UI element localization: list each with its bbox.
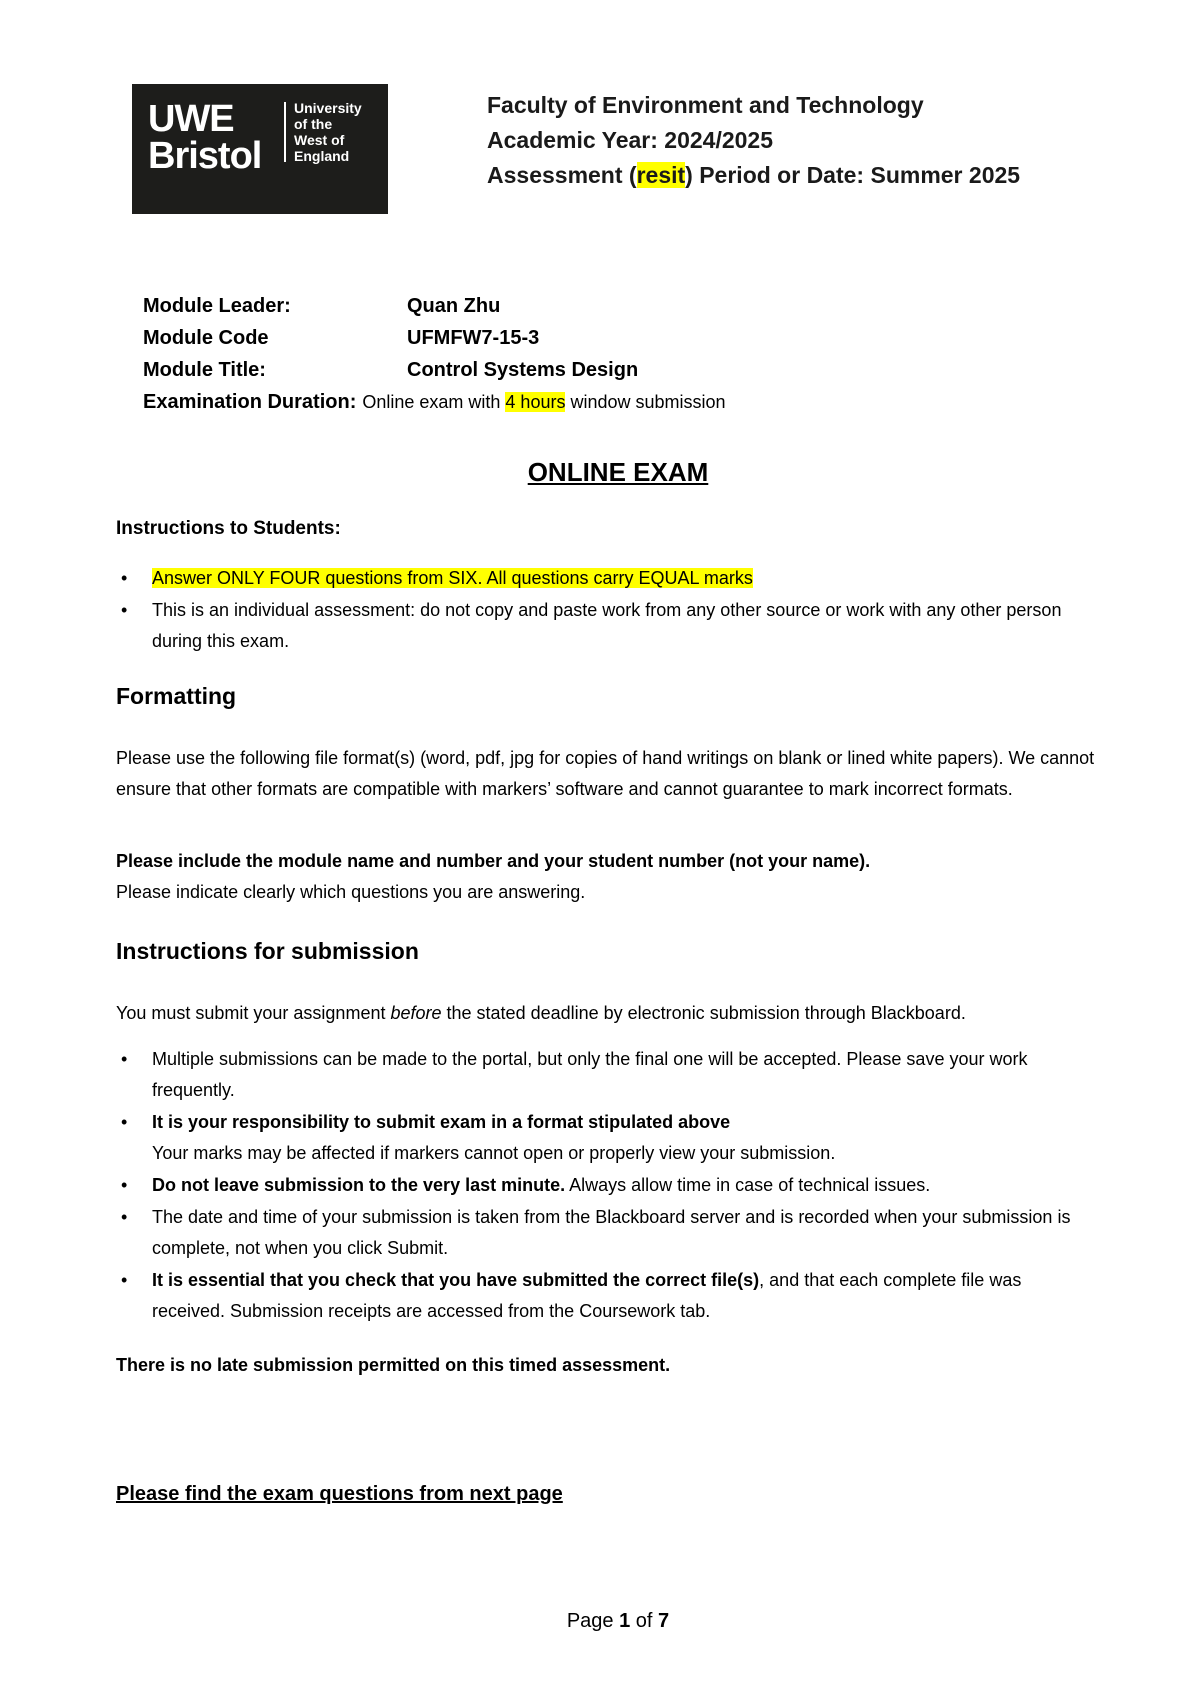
faculty-name: Faculty of Environment and Technology bbox=[487, 92, 924, 118]
formatting-bold-note: Please include the module name and number and your student number (not your name). bbox=[116, 851, 871, 871]
logo-sub-line: of the bbox=[294, 116, 333, 132]
formatting-heading: Formatting bbox=[116, 683, 237, 709]
logo-divider bbox=[284, 102, 286, 162]
logo-bristol-text: Bristol bbox=[148, 135, 262, 177]
module-title-label: Module Title: bbox=[143, 359, 266, 381]
module-leader-row bbox=[143, 290, 726, 322]
formatting-note: Please indicate clearly which questions you are answering. bbox=[116, 882, 586, 902]
submission-intro bbox=[116, 998, 1096, 1029]
intro-pre: You must submit your assignment bbox=[116, 1003, 391, 1023]
submission-list bbox=[116, 1044, 1076, 1328]
duration-pre: Online exam with bbox=[362, 392, 506, 412]
logo-sub-line: England bbox=[294, 148, 350, 164]
module-code-label: Module Code bbox=[143, 327, 269, 349]
instruction-item: • This is an individual assessment: do not copy and paste work from any other source or work with any other person during this exam. bbox=[116, 595, 1096, 657]
logo-uwe-text: UWE bbox=[148, 98, 234, 140]
duration-post: window submission bbox=[565, 392, 726, 412]
intro-em: before bbox=[390, 1003, 442, 1023]
formatting-notes bbox=[116, 846, 1096, 908]
module-title-value: Control Systems Design bbox=[407, 359, 639, 381]
submission-rest: Always allow time in case of technical issues. bbox=[565, 1175, 931, 1195]
module-title-row bbox=[143, 354, 726, 386]
instruction-item bbox=[116, 563, 1096, 594]
assessment-pre: Assessment ( bbox=[487, 162, 637, 188]
next-page-note: Please find the exam questions from next page bbox=[116, 1483, 563, 1505]
instructions-list bbox=[116, 563, 1096, 658]
module-code-row bbox=[143, 322, 726, 354]
exam-title: ONLINE EXAM bbox=[527, 457, 709, 487]
document-header bbox=[487, 88, 1020, 193]
logo-sub-line: University bbox=[294, 100, 362, 116]
exam-duration-label: Examination Duration: bbox=[143, 391, 357, 413]
intro-post: the stated deadline by electronic submission through Blackboard. bbox=[441, 1003, 966, 1023]
submission-heading: Instructions for submission bbox=[116, 938, 419, 964]
formatting-paragraph: Please use the following file format(s) (word, pdf, jpg for copies of hand writings on blank or lined white papers). We cannot ensure that other formats are compatible with markers’ software and cannot guarantee to mark incorrect formats. bbox=[116, 748, 1095, 799]
exam-duration-value bbox=[362, 392, 725, 412]
submission-item: • The date and time of your submission is taken from the Blackboard server and is recorded when your submission is complete, not when you click Submit. bbox=[116, 1202, 1076, 1264]
page-mid: of bbox=[630, 1610, 659, 1632]
duration-highlight: 4 hours bbox=[505, 392, 566, 412]
logo-sub-line: West of bbox=[294, 132, 345, 148]
submission-item bbox=[116, 1107, 1076, 1169]
submission-bold: It is essential that you check that you have submitted the correct file(s) bbox=[152, 1270, 760, 1290]
assessment-period bbox=[487, 158, 1020, 193]
page-number bbox=[0, 1610, 1200, 1633]
page-current: 1 bbox=[619, 1610, 631, 1632]
module-leader-value: Quan Zhu bbox=[407, 295, 501, 317]
page-total: 7 bbox=[658, 1610, 670, 1632]
late-submission-note: There is no late submission permitted on this timed assessment. bbox=[116, 1355, 671, 1375]
exam-duration-row bbox=[143, 386, 726, 418]
page-pre: Page bbox=[566, 1610, 620, 1632]
academic-year: Academic Year: 2024/2025 bbox=[487, 127, 774, 153]
submission-item bbox=[116, 1170, 1076, 1201]
instruction-highlight: Answer ONLY FOUR questions from SIX. All questions carry EQUAL marks bbox=[152, 568, 753, 588]
logo-university-name bbox=[294, 100, 362, 164]
module-info bbox=[143, 290, 726, 418]
uwe-bristol-logo bbox=[132, 84, 388, 214]
submission-item bbox=[116, 1265, 1076, 1327]
module-leader-label: Module Leader: bbox=[143, 295, 291, 317]
submission-rest: , and that each complete file was received. Submission receipts are accessed from the Coursework tab. bbox=[152, 1270, 1022, 1321]
module-code-value: UFMFW7-15-3 bbox=[407, 327, 540, 349]
submission-sub: Your marks may be affected if markers cannot open or properly view your submission. bbox=[152, 1143, 836, 1163]
resit-highlight: resit bbox=[636, 162, 686, 188]
submission-bold: Do not leave submission to the very last minute. bbox=[152, 1175, 566, 1195]
instructions-heading: Instructions to Students: bbox=[116, 518, 341, 539]
assessment-post: ) Period or Date: Summer 2025 bbox=[685, 162, 1021, 188]
submission-bold: It is your responsibility to submit exam in a format stipulated above bbox=[152, 1112, 731, 1132]
submission-item: • Multiple submissions can be made to the portal, but only the final one will be accepted. Please save your work frequently. bbox=[116, 1044, 1076, 1106]
